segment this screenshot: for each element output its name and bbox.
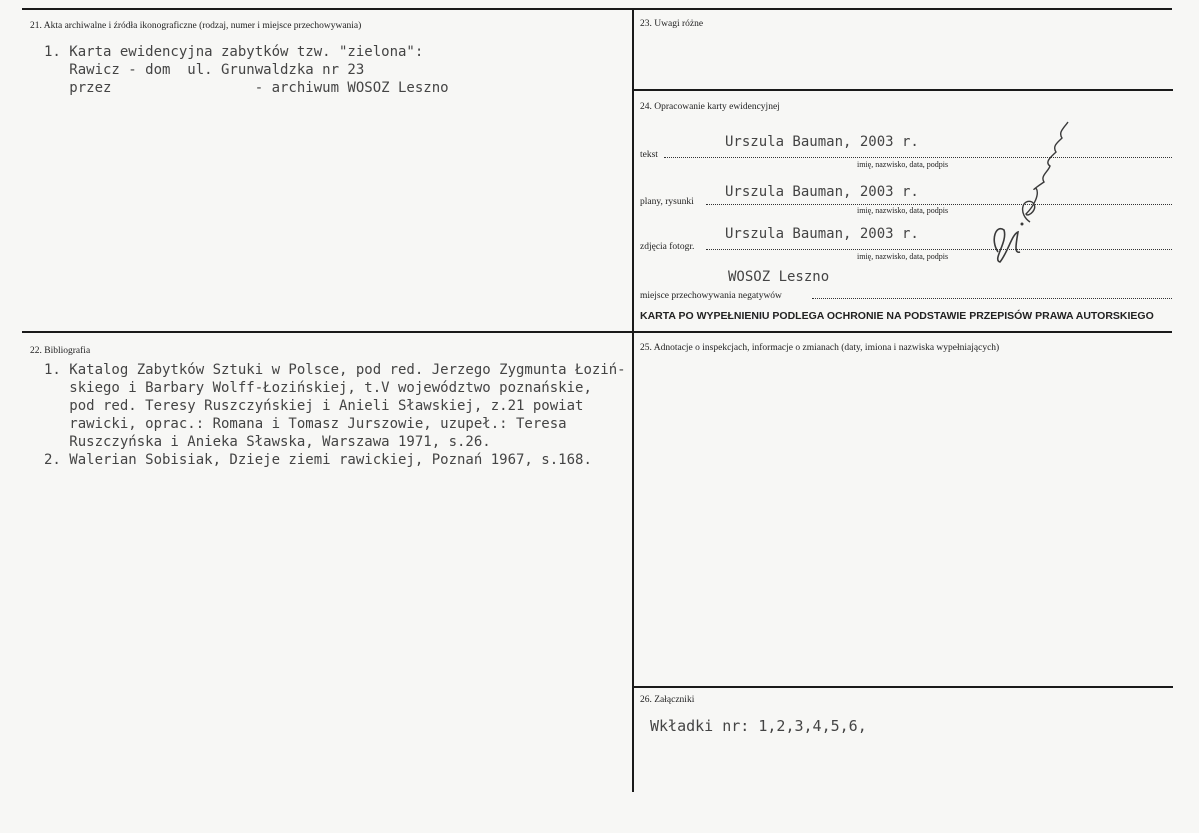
sec24-photos-dotline <box>706 249 1172 250</box>
signature-icon <box>978 102 1088 272</box>
sec24-text-value: Urszula Bauman, 2003 r. <box>725 134 919 150</box>
sec21-line3: przez - archiwum WOSOZ Leszno <box>44 80 449 96</box>
sec24-text-caption: imię, nazwisko, data, podpis <box>857 160 949 169</box>
divider-sec25-sec26 <box>634 686 1173 688</box>
sec25-title: 25. Adnotacje o inspekcjach, informacje o zmianach (daty, imiona i nazwiska wypełniających) <box>640 343 1000 353</box>
bib-line-2: skiego i Barbary Wolff-Łozińskiej, t.V województwo poznańskie, <box>44 380 592 396</box>
sec24-plans-dotline <box>706 204 1172 205</box>
sec22-title: 22. Bibliografia <box>30 346 91 356</box>
top-border <box>22 8 1172 10</box>
sec24-photos-value: Urszula Bauman, 2003 r. <box>725 226 919 242</box>
copyright-notice: KARTA PO WYPEŁNIENIU PODLEGA OCHRONIE NA PODSTAWIE PRZEPISÓW PRAWA AUTORSKIEGO <box>640 310 1154 322</box>
sec24-negatives-value: WOSOZ Leszno <box>728 269 830 285</box>
sec24-title: 24. Opracowanie karty ewidencyjnej <box>640 102 780 112</box>
bib-line-1: 1. Katalog Zabytków Sztuki w Polsce, pod red. Jerzego Zygmunta Łoziń- <box>44 362 626 378</box>
sec24-negatives-dotline <box>812 298 1172 299</box>
sec24-plans-value: Urszula Bauman, 2003 r. <box>725 184 919 200</box>
sec26-title: 26. Załączniki <box>640 695 695 705</box>
bib-line-3: pod red. Teresy Ruszczyńskiej i Anieli Sławskiej, z.21 powiat <box>44 398 584 414</box>
sec21-title: 21. Akta archiwalne i źródła ikonograficzne (rodzaj, numer i miejsce przechowywania) <box>30 21 362 31</box>
sec24-plans-caption: imię, nazwisko, data, podpis <box>857 206 949 215</box>
vertical-divider <box>632 10 634 792</box>
sec23-title: 23. Uwagi różne <box>640 19 704 29</box>
sec21-line2: Rawicz - dom ul. Grunwaldzka nr 23 <box>44 62 365 78</box>
divider-sec21-sec22 <box>22 331 1172 333</box>
sec24-negatives-label: miejsce przechowywania negatywów <box>640 291 782 301</box>
bib-line-6: 2. Walerian Sobisiak, Dzieje ziemi rawickiej, Poznań 1967, s.168. <box>44 452 592 468</box>
sec24-photos-label: zdjęcia fotogr. <box>640 242 695 252</box>
bib-line-4: rawicki, oprac.: Romana i Tomasz Jurszowie, uzupeł.: Teresa <box>44 416 567 432</box>
bib-line-5: Ruszczyńska i Anieka Sławska, Warszawa 1971, s.26. <box>44 434 491 450</box>
sec26-value: Wkładki nr: 1,2,3,4,5,6, <box>650 717 867 735</box>
divider-sec23-sec24 <box>634 89 1173 91</box>
sec24-text-dotline <box>664 157 1172 158</box>
sec21-line1: 1. Karta ewidencyjna zabytków tzw. "zielona": <box>44 44 424 60</box>
sec24-plans-label: plany, rysunki <box>640 197 694 207</box>
sec24-photos-caption: imię, nazwisko, data, podpis <box>857 252 949 261</box>
sec24-text-label: tekst <box>640 150 658 160</box>
